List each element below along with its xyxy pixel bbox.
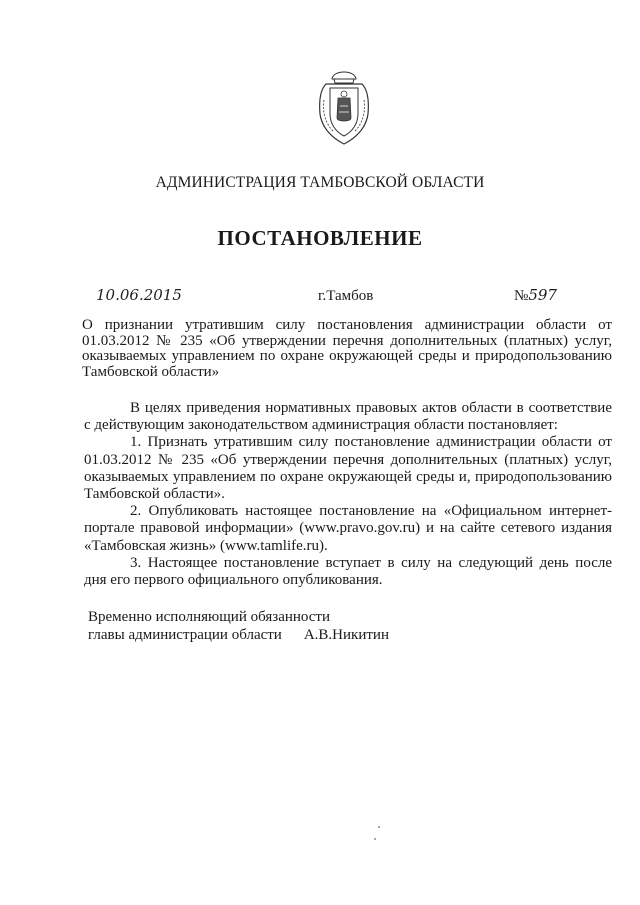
- document-number: [514, 286, 557, 305]
- org-title: АДМИНИСТРАЦИЯ ТАМБОВСКОЙ ОБЛАСТИ: [155, 174, 485, 191]
- document-subject: О признании утратившим силу постановления администрации области от 01.03.2012 № 235 «Об утверждении перечня дополнительных (платных) услуг, оказываемых управлением по охране окружающей среды и природопользованию Тамбовской области»: [82, 317, 612, 380]
- signatory-position-line2: главы администрации области А.В.Никитин: [88, 627, 389, 643]
- document-date: 10.06.2015: [96, 286, 182, 304]
- document-type-title: ПОСТАНОВЛЕНИЕ: [217, 226, 423, 250]
- signatory-name: А.В.Никитин: [303, 627, 389, 643]
- coat-of-arms-icon: [316, 70, 372, 146]
- list-item: 2. Опубликовать настоящее постановление на «Официальном интернет-портале правовой информации» (www.pravo.gov.ru) и на сайте сетевого издания «Тамбовская жизнь» (www.tamlife.ru).: [84, 503, 612, 554]
- signatory-position-line1: Временно исполняющий обязанности: [88, 609, 331, 625]
- scan-speck: [378, 826, 380, 828]
- number-value: 597: [528, 286, 557, 304]
- preamble-paragraph: В целях приведения нормативных правовых актов области в соответствие с действующим законодательством администрация области постановляет:: [84, 400, 612, 434]
- list-item: 3. Настоящее постановление вступает в силу на следующий день после дня его первого официального опубликования.: [84, 554, 612, 589]
- scan-speck: [374, 838, 376, 840]
- signature-block: [88, 608, 389, 644]
- list-item: 1. Признать утратившим силу постановление администрации области от 01.03.2012 № 235 «Об утверждении перечня дополнительных (платных) услуг, оказываемых управлением по охране окружающей среды и, природопользованию Тамбовской области».: [84, 434, 612, 503]
- document-city: г.Тамбов: [318, 288, 374, 304]
- document-body: [84, 400, 612, 589]
- number-label: №: [514, 288, 529, 304]
